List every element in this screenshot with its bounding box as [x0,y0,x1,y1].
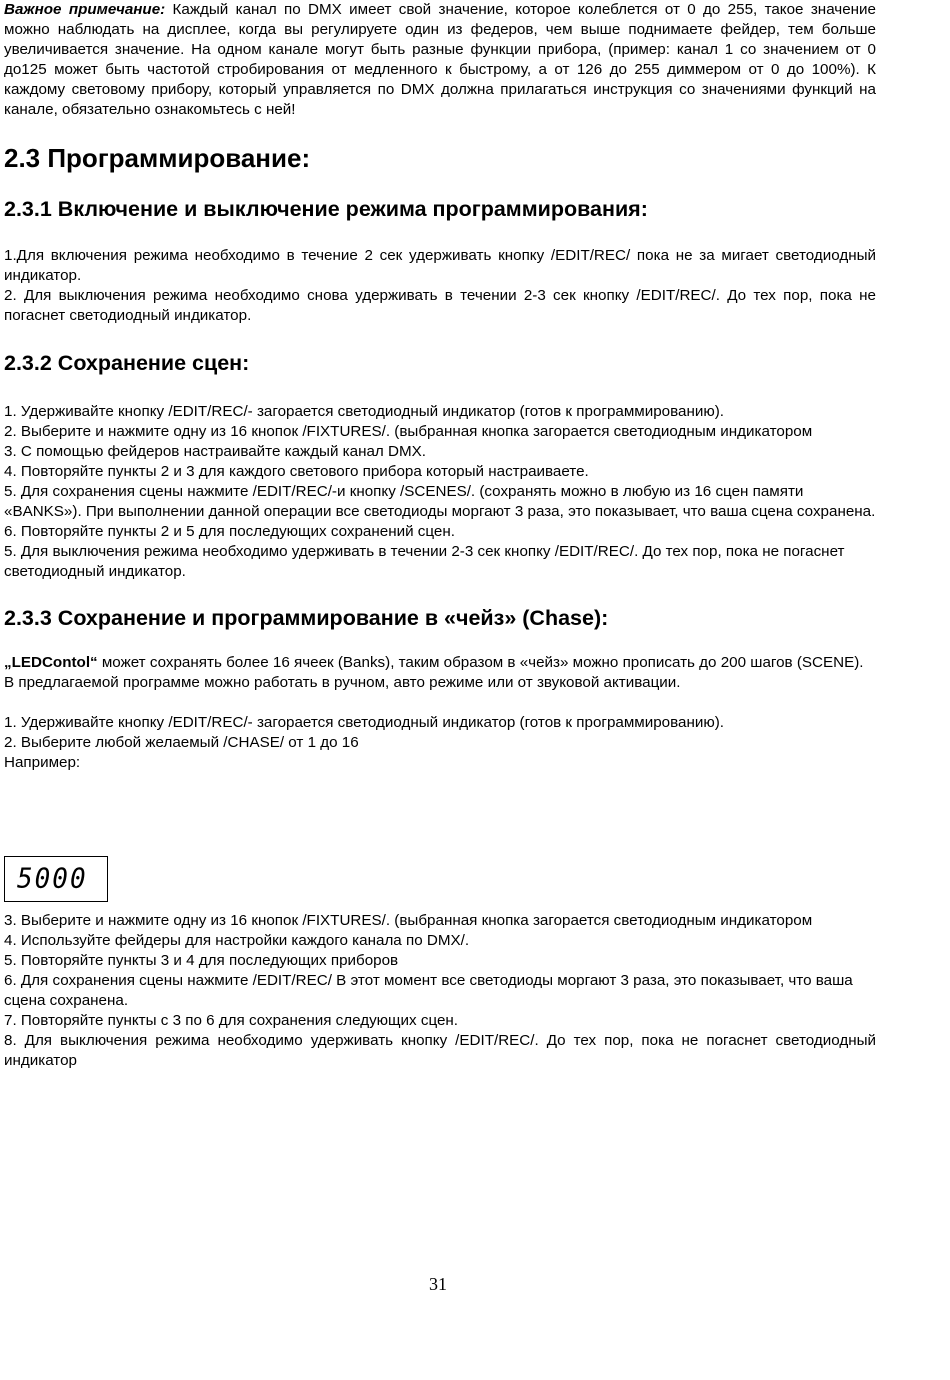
list-item: 2. Для выключения режима необходимо снова удерживать в течении 2-3 сек кнопку /EDIT/REC/. До тех пор, пока не погаснет светодиодный индикатор. [4,287,876,324]
subsection-2-3-2-list [4,402,876,582]
subsection-2-3-3-list-a [4,713,876,773]
list-item: 7. Повторяйте пункты с 3 по 6 для сохранения следующих сцен. [4,1012,459,1029]
list-item: 2. Выберите любой желаемый /CHASE/ от 1 до 16 [4,734,359,751]
lcd-display-example [4,856,108,902]
list-item: 3. С помощью фейдеров настраивайте каждый канал DMX. [4,443,426,460]
example-label: Например: [4,754,81,771]
subsection-2-3-3-list-b [4,911,876,1071]
list-item: 8. Для выключения режима необходимо удерживать кнопку /EDIT/REC/. До тех пор, пока не погаснет светодиодный индикатор [4,1032,876,1069]
important-note [4,0,876,120]
list-item: 5. Для сохранения сцены нажмите /EDIT/REC/-и кнопку /SCENES/. (сохранять можно в любую из 16 сцен памяти «BANKS»). При выполнении данной операции все светодиоды моргают 3 раза, это показывает, что ваша сцена сохранена. [4,483,876,520]
list-item: 1. Удерживайте кнопку /EDIT/REC/- загорается светодиодный индикатор (готов к программированию). [4,403,724,420]
list-item: 5. Повторяйте пункты 3 и 4 для последующих приборов [4,952,399,969]
list-item: 1.Для включения режима необходимо в течение 2 сек удерживать кнопку /EDIT/REC/ пока не за мигает светодиодный индикатор. [4,247,876,284]
lcd-display-value: 5000 [17,863,88,895]
section-title: 2.3 Программирование: [4,143,311,173]
important-note-label: Важное примечание: [4,1,166,18]
subsection-2-3-2-title: 2.3.2 Сохранение сцен: [4,351,250,375]
subsection-2-3-3-title: 2.3.3 Сохранение и программирование в «чейз» (Chase): [4,606,609,630]
page-number: 31 [429,1274,447,1294]
list-item: 2. Выберите и нажмите одну из 16 кнопок /FIXTURES/. (выбранная кнопка загорается светодиодным индикатором [4,423,813,440]
subsection-2-3-3-intro [4,653,876,693]
list-item: 3. Выберите и нажмите одну из 16 кнопок /FIXTURES/. (выбранная кнопка загорается светодиодным индикатором [4,912,813,929]
list-item: 4. Повторяйте пункты 2 и 3 для каждого светового прибора который настраиваете. [4,463,589,480]
subsection-2-3-1-title: 2.3.1 Включение и выключение режима программирования: [4,197,648,221]
list-item: 6. Для сохранения сцены нажмите /EDIT/REC/ В этот момент все светодиоды моргают 3 раза, это показывает, что ваша сцена сохранена. [4,972,853,1009]
list-item: 6. Повторяйте пункты 2 и 5 для последующих сохранений сцен. [4,523,455,540]
list-item: 1. Удерживайте кнопку /EDIT/REC/- загорается светодиодный индикатор (готов к программированию). [4,714,724,731]
list-item: 5. Для выключения режима необходимо удерживать в течении 2-3 сек кнопку /EDIT/REC/. До тех пор, пока не погаснет светодиодный индикатор. [4,543,845,580]
intro-text: может сохранять более 16 ячеек (Banks), таким образом в «чейз» можно прописать до 200 шагов (SCENE). В предлагаемой программе можно работать в ручном, авто режиме или от звуковой активации. [4,654,864,691]
important-note-text: Каждый канал по DMX имеет свой значение, которое колеблется от 0 до 255, такое значение можно наблюдать на дисплее, когда вы регулируете один из федеров, чем выше поднимаете фейдер, тем больше увеличивается значение. На одном канале могут быть разные функции прибора, (пример: канал 1 со значением от 0 до125 может быть частотой стробирования от медленного к быстрому, а от 126 до 255 диммером от 0 до 100%). К каждому световому прибору, который управляется по DMX должна прилагаться инструкция со значениями функций на канале, обязательно ознакомьтесь с ней! [4,1,876,118]
product-name: „LEDContol“ [4,654,98,671]
list-item: 4. Используйте фейдеры для настройки каждого канала по DMX/. [4,932,470,949]
subsection-2-3-1-list [4,246,876,326]
